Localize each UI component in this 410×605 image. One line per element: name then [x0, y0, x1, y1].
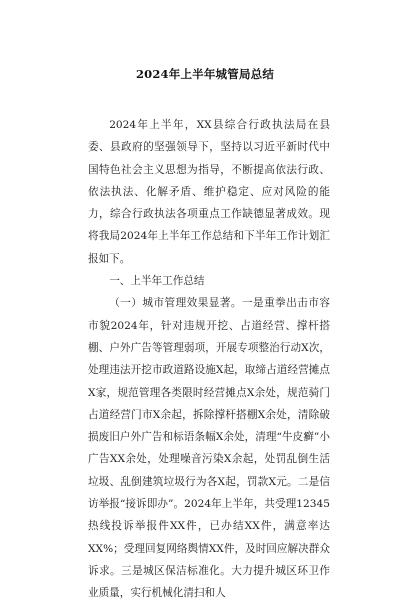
document-body [88, 114, 330, 605]
document-title: 2024年上半年城管局总结 [135, 67, 275, 81]
section-paragraph-urban-management: （一）城市管理效果显著。一是重拳出击市容市貌2024年，针对违规开挖、占道经营、撑杆搭棚、户外广告等管理弱项，开展专项整治行动X次，处理违法开挖市政道路设施X起，取缔占道经营摊点X家，规范管理各类限时经营摊点X余处，规范骑门占道经营门市X余起，拆除撑杆搭棚X余处，清除破损废旧户外广告和标语条幅X余处，清理“牛皮癣”小广告XX余处，处理噪音污染X余起，处罚乱倒生活垃圾、乱倒建筑垃圾行为各X起，罚款X元。二是信访举报“接诉即办”。2024年上半年，共受理12345热线投诉举报件XX件，已办结XX件，满意率达XX%；受理回复网络舆情XX件，及时回应解决群众诉求。三是城区保洁标准化。大力提升城区环卫作业质量，实行机械化清扫和人 [88, 297, 330, 600]
section-heading-first-half-summary: 一、上半年工作总结 [109, 275, 205, 288]
intro-paragraph: 2024年上半年，XX县综合行政执法局在县委、县政府的坚强领导下，坚持以习近平新时代中国特色社会主义思想为指导，不断提高依法行政、依法执法、化解矛盾、维护稳定、应对风险的能力，综合行政执法各项重点工作缺德显著成效。现将我局2024年上半年工作总结和下半年工作计划汇报如下。 [88, 119, 330, 265]
